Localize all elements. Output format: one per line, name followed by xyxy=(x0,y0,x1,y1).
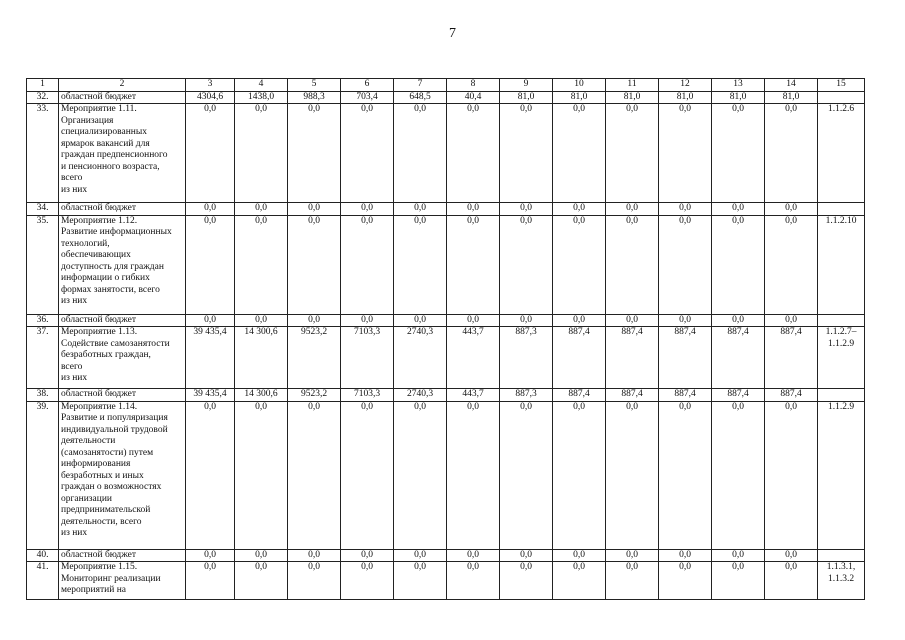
description-line: информирования xyxy=(61,459,131,469)
value-cell: 0,0 xyxy=(659,562,712,600)
value-cell: 0,0 xyxy=(659,203,712,216)
value-cell: 0,0 xyxy=(288,104,341,203)
column-header: 3 xyxy=(186,79,235,92)
task-code xyxy=(818,203,865,216)
column-header: 8 xyxy=(447,79,500,92)
value-cell: 0,0 xyxy=(186,549,235,562)
description-line: Мероприятие 1.15. xyxy=(61,562,138,572)
value-cell: 0,0 xyxy=(394,314,447,327)
description-line: всего xyxy=(61,361,83,372)
task-code-line: 1.1.2.6 xyxy=(827,104,855,114)
value-cell: 887,4 xyxy=(765,389,818,402)
value-cell: 40,4 xyxy=(447,91,500,104)
value-cell: 0,0 xyxy=(712,549,765,562)
value-cell: 0,0 xyxy=(288,314,341,327)
value-cell: 0,0 xyxy=(553,549,606,562)
value-cell: 0,0 xyxy=(606,215,659,314)
value-cell: 887,3 xyxy=(500,327,553,389)
value-cell: 0,0 xyxy=(500,562,553,600)
description-line: областной бюджет xyxy=(61,91,137,102)
value-cell: 0,0 xyxy=(606,203,659,216)
value-cell: 443,7 xyxy=(447,389,500,402)
value-cell: 0,0 xyxy=(186,215,235,314)
row-number: 36. xyxy=(27,314,59,327)
value-cell: 0,0 xyxy=(606,562,659,600)
description-line: Содействие самозанятости xyxy=(61,338,170,349)
column-header: 9 xyxy=(500,79,553,92)
value-cell: 0,0 xyxy=(288,215,341,314)
description-line: Развитие информационных xyxy=(61,227,172,237)
row-description xyxy=(59,203,186,216)
task-code xyxy=(818,401,865,549)
row-number: 41. xyxy=(27,562,59,600)
value-cell: 14 300,6 xyxy=(235,389,288,402)
value-cell: 0,0 xyxy=(553,401,606,549)
description-line: деятельности, всего xyxy=(61,516,142,527)
value-cell: 0,0 xyxy=(235,215,288,314)
value-cell: 0,0 xyxy=(235,562,288,600)
value-cell: 14 300,6 xyxy=(235,327,288,389)
task-code xyxy=(818,91,865,104)
task-code-line: 1.1.3.1, xyxy=(826,562,856,572)
row-description xyxy=(59,401,186,549)
task-code-line: 1.1.2.7– xyxy=(825,327,857,337)
value-cell: 0,0 xyxy=(447,104,500,203)
description-line: индивидуальной трудовой xyxy=(61,424,168,435)
row-number: 37. xyxy=(27,327,59,389)
table-row xyxy=(27,562,865,600)
value-cell: 988,3 xyxy=(288,91,341,104)
header-row xyxy=(27,79,865,92)
row-description xyxy=(59,327,186,389)
value-cell: 0,0 xyxy=(712,401,765,549)
description-line: технологий, xyxy=(61,238,110,249)
value-cell: 0,0 xyxy=(712,562,765,600)
value-cell: 0,0 xyxy=(500,549,553,562)
column-header: 14 xyxy=(765,79,818,92)
value-cell: 0,0 xyxy=(341,104,394,203)
value-cell: 0,0 xyxy=(606,314,659,327)
description-line: Организация xyxy=(61,115,114,126)
column-header: 13 xyxy=(712,79,765,92)
value-cell: 0,0 xyxy=(341,215,394,314)
value-cell: 0,0 xyxy=(712,104,765,203)
task-code-line: 1.1.2.10 xyxy=(825,215,857,226)
value-cell: 0,0 xyxy=(341,549,394,562)
column-header: 6 xyxy=(341,79,394,92)
description-line: из них xyxy=(61,528,88,538)
value-cell: 0,0 xyxy=(394,104,447,203)
value-cell: 0,0 xyxy=(447,549,500,562)
row-description xyxy=(59,562,186,600)
value-cell: 0,0 xyxy=(447,203,500,216)
value-cell: 0,0 xyxy=(447,401,500,549)
value-cell: 0,0 xyxy=(394,215,447,314)
description-line: организации xyxy=(61,493,113,504)
table-row xyxy=(27,104,865,203)
row-number: 34. xyxy=(27,203,59,216)
value-cell: 0,0 xyxy=(606,104,659,203)
value-cell: 0,0 xyxy=(500,203,553,216)
value-cell: 0,0 xyxy=(765,549,818,562)
row-description xyxy=(59,549,186,562)
value-cell: 7103,3 xyxy=(341,389,394,402)
value-cell: 0,0 xyxy=(235,203,288,216)
value-cell: 0,0 xyxy=(186,401,235,549)
description-line: Мероприятие 1.11. xyxy=(61,104,137,114)
description-line: обеспечивающих xyxy=(61,250,131,260)
value-cell: 0,0 xyxy=(553,314,606,327)
value-cell: 0,0 xyxy=(765,401,818,549)
value-cell: 0,0 xyxy=(553,562,606,600)
task-code xyxy=(818,314,865,327)
page-number: 7 xyxy=(449,26,456,41)
value-cell: 887,4 xyxy=(765,327,818,389)
value-cell: 81,0 xyxy=(500,91,553,104)
column-header: 11 xyxy=(606,79,659,92)
value-cell: 0,0 xyxy=(235,401,288,549)
description-line: из них xyxy=(61,296,88,306)
value-cell: 0,0 xyxy=(659,314,712,327)
description-line: Мониторинг реализации xyxy=(61,573,161,584)
description-line: областной бюджет xyxy=(61,203,137,213)
description-line: Мероприятие 1.14. xyxy=(61,401,138,412)
column-header: 2 xyxy=(59,79,186,92)
value-cell: 887,4 xyxy=(659,327,712,389)
value-cell: 0,0 xyxy=(500,401,553,549)
value-cell: 703,4 xyxy=(341,91,394,104)
column-header: 12 xyxy=(659,79,712,92)
value-cell: 0,0 xyxy=(553,203,606,216)
task-code-line: 1.1.2.9 xyxy=(827,401,855,412)
value-cell: 7103,3 xyxy=(341,327,394,389)
value-cell: 0,0 xyxy=(186,104,235,203)
table-row xyxy=(27,215,865,314)
value-cell: 0,0 xyxy=(765,104,818,203)
value-cell: 4304,6 xyxy=(186,91,235,104)
value-cell: 0,0 xyxy=(553,215,606,314)
description-line: специализированных xyxy=(61,127,148,137)
description-line: безработных и иных xyxy=(61,470,144,481)
value-cell: 0,0 xyxy=(765,314,818,327)
table-row xyxy=(27,549,865,562)
table-row xyxy=(27,203,865,216)
value-cell: 0,0 xyxy=(447,562,500,600)
value-cell: 81,0 xyxy=(606,91,659,104)
value-cell: 39 435,4 xyxy=(186,327,235,389)
description-line: областной бюджет xyxy=(61,389,137,399)
description-line: Мероприятие 1.12. xyxy=(61,215,138,226)
value-cell: 887,4 xyxy=(606,327,659,389)
task-code xyxy=(818,215,865,314)
row-number: 33. xyxy=(27,104,59,203)
value-cell: 0,0 xyxy=(765,203,818,216)
value-cell: 0,0 xyxy=(447,314,500,327)
table-row xyxy=(27,314,865,327)
budget-table xyxy=(26,78,865,600)
table-row xyxy=(27,91,865,104)
value-cell: 0,0 xyxy=(235,104,288,203)
column-header: 7 xyxy=(394,79,447,92)
value-cell: 0,0 xyxy=(712,215,765,314)
value-cell: 1438,0 xyxy=(235,91,288,104)
value-cell: 0,0 xyxy=(341,401,394,549)
description-line: Развитие и популяризация xyxy=(61,413,168,423)
description-line: Мероприятие 1.13. xyxy=(61,327,138,337)
table-row xyxy=(27,389,865,402)
value-cell: 0,0 xyxy=(606,549,659,562)
row-description xyxy=(59,314,186,327)
description-line: областной бюджет xyxy=(61,314,137,325)
description-line: мероприятий на xyxy=(61,585,127,595)
row-number: 38. xyxy=(27,389,59,402)
value-cell: 443,7 xyxy=(447,327,500,389)
value-cell: 0,0 xyxy=(447,215,500,314)
value-cell: 887,4 xyxy=(553,389,606,402)
task-code xyxy=(818,389,865,402)
value-cell: 0,0 xyxy=(712,314,765,327)
table-row xyxy=(27,327,865,389)
description-line: граждан о возможностях xyxy=(61,482,162,492)
value-cell: 81,0 xyxy=(765,91,818,104)
value-cell: 0,0 xyxy=(659,549,712,562)
value-cell: 2740,3 xyxy=(394,327,447,389)
row-number: 39. xyxy=(27,401,59,549)
value-cell: 81,0 xyxy=(712,91,765,104)
task-code xyxy=(818,562,865,600)
value-cell: 887,4 xyxy=(712,327,765,389)
column-header: 4 xyxy=(235,79,288,92)
description-line: деятельности xyxy=(61,436,116,446)
value-cell: 0,0 xyxy=(288,549,341,562)
value-cell: 0,0 xyxy=(712,203,765,216)
value-cell: 9523,2 xyxy=(288,327,341,389)
value-cell: 0,0 xyxy=(394,401,447,549)
value-cell: 81,0 xyxy=(553,91,606,104)
value-cell: 0,0 xyxy=(235,549,288,562)
value-cell: 0,0 xyxy=(765,562,818,600)
value-cell: 0,0 xyxy=(235,314,288,327)
description-line: областной бюджет xyxy=(61,549,137,560)
row-description xyxy=(59,91,186,104)
value-cell: 0,0 xyxy=(500,104,553,203)
value-cell: 2740,3 xyxy=(394,389,447,402)
value-cell: 0,0 xyxy=(341,203,394,216)
column-header: 10 xyxy=(553,79,606,92)
description-line: доступность для граждан xyxy=(61,261,164,272)
value-cell: 887,4 xyxy=(712,389,765,402)
table-row xyxy=(27,401,865,549)
value-cell: 81,0 xyxy=(659,91,712,104)
row-description xyxy=(59,104,186,203)
row-description xyxy=(59,389,186,402)
task-code xyxy=(818,549,865,562)
value-cell: 887,4 xyxy=(553,327,606,389)
row-number: 35. xyxy=(27,215,59,314)
column-header: 15 xyxy=(818,79,865,92)
task-code-line: 1.1.3.2 xyxy=(827,573,855,584)
value-cell: 0,0 xyxy=(659,401,712,549)
value-cell: 0,0 xyxy=(186,562,235,600)
task-code xyxy=(818,104,865,203)
value-cell: 0,0 xyxy=(394,562,447,600)
description-line: и пенсионного возраста, xyxy=(61,161,160,172)
row-description xyxy=(59,215,186,314)
value-cell: 0,0 xyxy=(500,215,553,314)
value-cell: 0,0 xyxy=(500,314,553,327)
column-header: 5 xyxy=(288,79,341,92)
value-cell: 0,0 xyxy=(553,104,606,203)
description-line: информации о гибких xyxy=(61,273,150,283)
value-cell: 0,0 xyxy=(659,215,712,314)
value-cell: 0,0 xyxy=(606,401,659,549)
value-cell: 887,4 xyxy=(659,389,712,402)
description-line: граждан предпенсионного xyxy=(61,150,168,160)
value-cell: 9523,2 xyxy=(288,389,341,402)
description-line: предпринимательской xyxy=(61,505,151,515)
value-cell: 0,0 xyxy=(288,401,341,549)
row-number: 32. xyxy=(27,91,59,104)
task-code-line: 1.1.2.9 xyxy=(827,338,855,349)
value-cell: 648,5 xyxy=(394,91,447,104)
value-cell: 0,0 xyxy=(186,314,235,327)
value-cell: 0,0 xyxy=(288,562,341,600)
value-cell: 887,3 xyxy=(500,389,553,402)
value-cell: 0,0 xyxy=(394,549,447,562)
value-cell: 0,0 xyxy=(288,203,341,216)
description-line: из них xyxy=(61,184,88,195)
row-number: 40. xyxy=(27,549,59,562)
column-header: 1 xyxy=(27,79,59,92)
value-cell: 0,0 xyxy=(341,314,394,327)
description-line: всего xyxy=(61,173,83,183)
description-line: (самозанятости) путем xyxy=(61,447,154,458)
task-code xyxy=(818,327,865,389)
value-cell: 0,0 xyxy=(394,203,447,216)
value-cell: 0,0 xyxy=(341,562,394,600)
value-cell: 0,0 xyxy=(186,203,235,216)
value-cell: 39 435,4 xyxy=(186,389,235,402)
value-cell: 887,4 xyxy=(606,389,659,402)
value-cell: 0,0 xyxy=(659,104,712,203)
description-line: безработных граждан, xyxy=(61,350,151,360)
description-line: ярмарок вакансий для xyxy=(61,138,150,149)
description-line: формах занятости, всего xyxy=(61,284,160,295)
description-line: из них xyxy=(61,373,88,383)
value-cell: 0,0 xyxy=(765,215,818,314)
